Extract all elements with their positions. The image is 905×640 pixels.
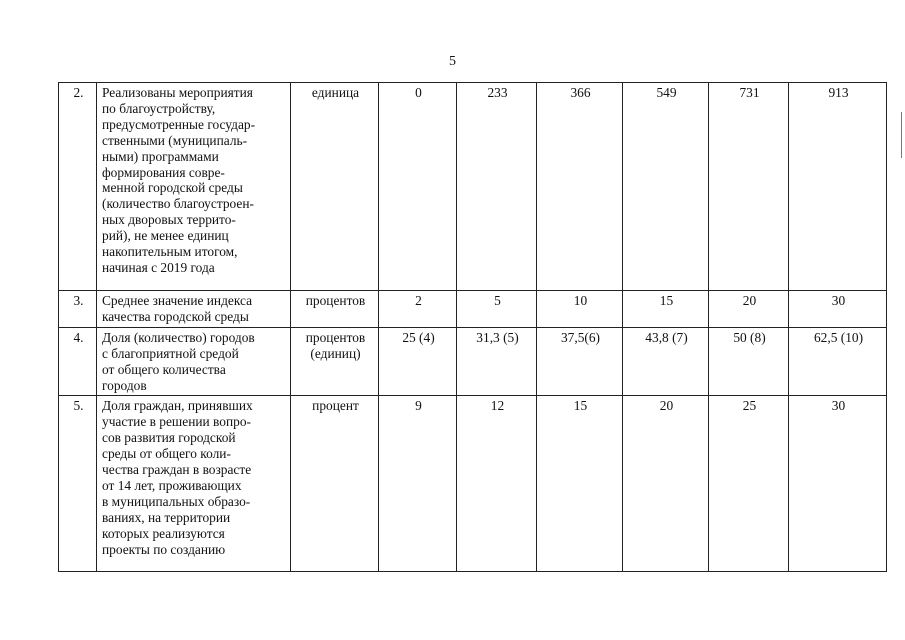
indicator-name-line: в муниципальных образо- <box>102 493 251 509</box>
value-cell: 30 <box>789 291 887 328</box>
value-cell: 549 <box>623 83 709 291</box>
value-cell: 20 <box>709 291 789 328</box>
indicator-name-line: сов развития городской <box>102 430 236 446</box>
value-cell: 2 <box>379 291 457 328</box>
value-cell: 0 <box>379 83 457 291</box>
indicator-name-line: по благоустройству, <box>102 100 216 116</box>
value-cell: 25 <box>709 396 789 572</box>
table-row <box>59 291 887 328</box>
value-cell: 10 <box>537 291 623 328</box>
indicator-name-line: городов <box>102 377 147 393</box>
unit-of-measure <box>291 83 379 291</box>
indicator-name <box>97 327 291 396</box>
indicator-name <box>97 83 291 291</box>
indicator-name-line: ными) программами <box>102 148 219 164</box>
indicator-name-line: предусмотренные государ- <box>102 116 256 132</box>
value-cell: 50 (8) <box>709 327 789 396</box>
indicator-name-line: среды от общего коли- <box>102 446 231 462</box>
value-cell: 233 <box>457 83 537 291</box>
row-number: 3. <box>59 291 97 328</box>
value-cell: 20 <box>623 396 709 572</box>
value-cell: 43,8 (7) <box>623 327 709 396</box>
value-cell: 15 <box>537 396 623 572</box>
unit-of-measure <box>291 291 379 328</box>
indicator-name-line: накопительным итогом, <box>102 244 238 260</box>
indicator-name-line: (количество благоустроен- <box>102 196 254 212</box>
indicator-name-line: чества граждан в возрасте <box>102 462 252 478</box>
indicator-name-line: ных дворовых террито- <box>102 212 236 228</box>
indicator-name-line: проекты по созданию <box>102 541 226 557</box>
unit-line: процентов <box>305 329 366 345</box>
indicator-name-line: качества городской среды <box>102 308 249 324</box>
indicator-name <box>97 396 291 572</box>
unit-line: процент <box>312 398 359 414</box>
value-cell: 731 <box>709 83 789 291</box>
unit-line: (единиц) <box>310 345 361 361</box>
value-cell: 30 <box>789 396 887 572</box>
indicator-name-line: менной городской среды <box>102 180 243 196</box>
indicator-name <box>97 291 291 328</box>
indicator-name-line: с благоприятной средой <box>102 345 239 361</box>
row-number: 4. <box>59 327 97 396</box>
value-cell: 5 <box>457 291 537 328</box>
indicator-name-line: Доля (количество) городов <box>102 329 255 345</box>
unit-of-measure <box>291 396 379 572</box>
table-row <box>59 396 887 572</box>
indicator-name-line: формирования совре- <box>102 164 225 180</box>
indicators-table <box>58 82 887 572</box>
table-row <box>59 83 887 291</box>
row-number: 2. <box>59 83 97 291</box>
value-cell: 62,5 (10) <box>789 327 887 396</box>
unit-line: единица <box>311 85 360 100</box>
indicator-name-line: участие в решении вопро- <box>102 414 251 430</box>
value-cell: 9 <box>379 396 457 572</box>
unit-line: процентов <box>305 293 366 308</box>
indicator-name-line: от 14 лет, проживающих <box>102 477 242 493</box>
indicator-name-line: которых реализуются <box>102 525 225 541</box>
value-cell: 913 <box>789 83 887 291</box>
indicator-name-line: рий), не менее единиц <box>102 228 229 244</box>
indicator-name-line: ственными (муниципаль- <box>102 132 248 148</box>
value-cell: 15 <box>623 291 709 328</box>
unit-of-measure <box>291 327 379 396</box>
row-number: 5. <box>59 396 97 572</box>
indicator-name-line: Реализованы мероприятия <box>102 85 253 100</box>
value-cell: 37,5(6) <box>537 327 623 396</box>
value-cell: 31,3 (5) <box>457 327 537 396</box>
indicator-name-line: начиная с 2019 года <box>102 259 215 275</box>
indicator-name-line: от общего количества <box>102 361 226 377</box>
indicator-name-line: ваниях, на территории <box>102 509 231 525</box>
value-cell: 366 <box>537 83 623 291</box>
value-cell: 12 <box>457 396 537 572</box>
indicator-name-line: Среднее значение индекса <box>102 293 253 308</box>
page-number: 5 <box>449 54 456 69</box>
scan-margin-mark <box>901 112 902 158</box>
indicator-name-line: Доля граждан, принявших <box>102 398 253 414</box>
table-row <box>59 327 887 396</box>
value-cell: 25 (4) <box>379 327 457 396</box>
